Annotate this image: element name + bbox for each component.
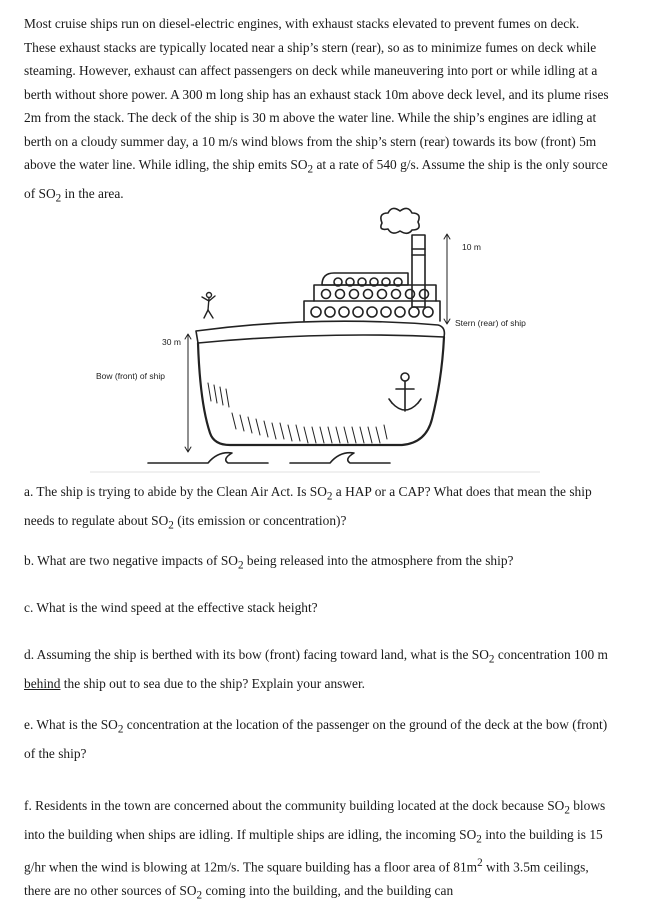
so2-subscript: 2 — [488, 653, 495, 666]
smoke-cloud — [381, 208, 419, 233]
so2-subscript: 2 — [476, 833, 482, 846]
question-f-text-3: into the building is 15 g/hr when the wind is blowing at 12m/s. The square building has a floor area of 81m — [24, 827, 603, 875]
anchor-icon — [389, 373, 421, 411]
question-f-text-2: blows into the building when ships are idling. If multiple ships are idling, the incoming SO — [24, 798, 606, 843]
question-d — [24, 643, 614, 696]
dimension-30m — [185, 334, 191, 452]
question-a-text-3: (its emission or concentration)? — [173, 513, 347, 529]
portholes — [311, 278, 433, 317]
question-f-text-5: coming into the building, and the building can — [202, 883, 454, 899]
ship-diagram — [0, 205, 650, 475]
so2-subscript: 2 — [168, 519, 174, 532]
question-b-text-2: being released into the atmosphere from the ship? — [243, 553, 514, 568]
question-a-text-2: a HAP or a CAP? What does that mean the ship needs to regulate about SO — [24, 484, 592, 529]
label-stern: Stern (rear) of ship — [455, 318, 526, 328]
question-b-text-1: b. What are two negative impacts of SO — [24, 553, 238, 568]
so2-subscript: 2 — [117, 723, 124, 736]
question-f — [24, 794, 614, 908]
question-b — [24, 549, 614, 578]
intro-text-2: at a rate of 540 g/s. Assume the ship is the only source of SO — [24, 157, 608, 202]
question-a-text-1: a. The ship is trying to abide by the Clean Air Act. Is SO — [24, 484, 327, 499]
middle-deck — [314, 285, 436, 301]
question-c: c. What is the wind speed at the effective stack height? — [24, 600, 318, 615]
so2-subscript: 2 — [237, 559, 244, 572]
m2-superscript: 2 — [477, 857, 483, 870]
question-f-text-1: f. Residents in the town are concerned about the community building located at the dock because SO — [24, 798, 565, 813]
label-10m: 10 m — [462, 242, 481, 252]
underlined-behind: behind — [24, 676, 61, 692]
so2-subscript: 2 — [326, 490, 333, 503]
label-bow: Bow (front) of ship — [96, 371, 165, 381]
dimension-10m — [444, 234, 450, 324]
water-line — [148, 453, 390, 463]
hull — [198, 337, 444, 445]
so2-subscript: 2 — [196, 889, 203, 902]
question-e-text-1: e. What is the SO — [24, 717, 118, 732]
question-a — [24, 480, 614, 538]
question-d-text-2: concentration 100 m — [494, 647, 608, 662]
hull-shading — [208, 383, 387, 443]
question-f-text-4: with 3.5m ceilings, there are no other sources of SO — [24, 859, 589, 899]
question-d-text-1: d. Assuming the ship is berthed with its bow (front) facing toward land, what is the SO — [24, 647, 489, 662]
deck-outline — [196, 321, 444, 343]
so2-subscript: 2 — [564, 804, 570, 817]
intro-text-3: in the area. — [61, 186, 124, 202]
question-e — [24, 713, 614, 766]
intro-text-1: Most cruise ships run on diesel-electric engines, with exhaust stacks elevated to prevent fumes on deck. These exhaust stacks are typically located near a ship’s stern (rear), so as to minimize fumes on deck while steaming. However, exhaust can affect passengers on deck while maneuvering into port or while idling at a berth without shore power. A 300 m long ship has an exhaust stack 10m above deck level, and its plume rises 2m from the stack. The deck of the ship is 30 m above the water line. While the ship’s engines are idling at berth on a cloudy summer day, a 10 m/s wind blows from the ship’s stern (rear) towards its bow (front) 5m above the water line. While idling, the ship emits SO — [24, 16, 609, 172]
label-30m: 30 m — [162, 337, 181, 347]
question-e-text-2: concentration at the location of the passenger on the ground of the deck at the bow (front) of the ship? — [24, 717, 608, 762]
so2-subscript: 2 — [307, 163, 314, 176]
so2-subscript: 2 — [55, 192, 62, 205]
intro-paragraph — [24, 12, 614, 211]
question-d-text-3: the ship out to sea due to the ship? Explain your answer. — [60, 676, 366, 692]
passenger-figure — [202, 293, 215, 319]
ship-drawing — [0, 205, 650, 475]
